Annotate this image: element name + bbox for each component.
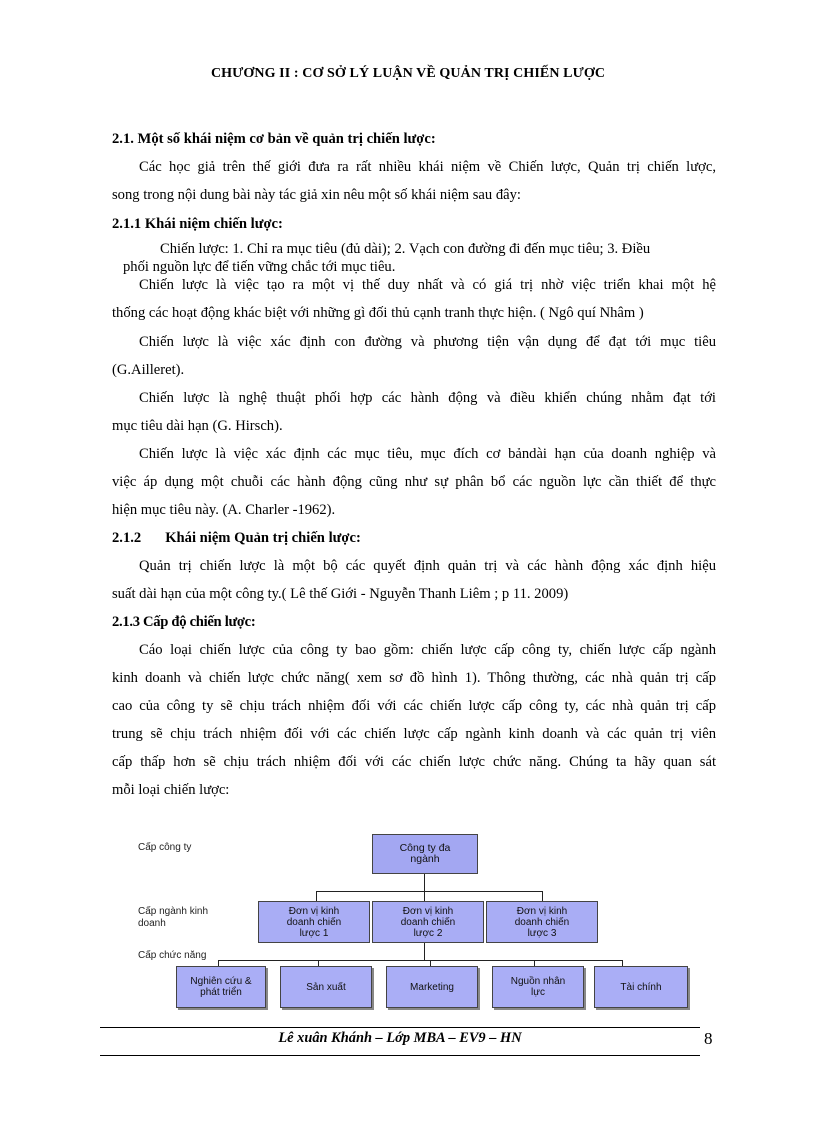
connector-line [424,874,425,892]
section-2-1-2-para-line1: Quản trị chiến lược là một bộ các quyết định quản trị và các hành động xác định hiệu [139,558,716,574]
footer-top-rule [100,1027,700,1028]
level-label-business-line1: Cấp ngành kinh [138,906,209,917]
section-2-1-3-para-line3: cao của công ty sẽ chịu trách nhiệm đối với các chiến lược cấp công ty, các nhà quản trị cấp [112,698,716,714]
diversified-company-box [372,834,478,874]
unit-2-line3: lược 2 [413,927,443,939]
definition-1-line2: thống các hoạt động khác biệt với những gì đối thủ cạnh tranh thực hiện. ( Ngô quí Nhâm ) [112,305,644,321]
section-2-1-3-para-line5: cấp thấp hơn sẽ chịu trách nhiệm đối với các chiến lược chức năng. Chúng ta hãy quan sát [112,754,716,770]
definition-1-line1: Chiến lược là việc tạo ra một vị thế duy nhất và có giá trị nhờ việc triển khai một hệ [139,277,716,293]
function-box-hr [492,966,584,1008]
footer-bottom-rule [100,1055,700,1056]
connector-line [542,891,543,901]
section-2-1-para-line2: song trong nội dung bài này tác giả xin nêu một số khái niệm sau đây: [112,187,521,203]
unit-3-line2: doanh chiến [514,916,570,928]
connector-line [316,891,543,892]
unit-2-line2: doanh chiến [400,916,456,928]
level-label-business [138,906,208,930]
function-4-line2: lực [531,987,545,998]
function-5-line1: Tài chính [620,981,662,993]
chapter-title: CHƯƠNG II : CƠ SỞ LÝ LUẬN VỀ QUẢN TRỊ CHIẾN LƯỢC [210,66,606,81]
section-2-1-3-para-line4: trung sẽ chịu trách nhiệm đối với các chiến lược cấp ngành kinh doanh và các quản trị viên [112,726,716,742]
definition-4-line1: Chiến lược là việc xác định các mục tiêu, mục đích cơ bảndài hạn của doanh nghiệp và [139,446,716,462]
strategy-levels-diagram [128,826,698,1026]
section-2-1-3-heading: 2.1.3 Cấp độ chiến lược: [112,614,256,630]
function-box-finance [594,966,688,1008]
strategy-definition-line2: phối nguồn lực để tiến vững chắc tới mục tiêu. [123,259,396,275]
business-unit-box-1 [258,901,370,943]
section-2-1-para-line1: Các học giả trên thế giới đưa ra rất nhiều khái niệm về Chiến lược, Quản trị chiến lược, [139,159,716,175]
function-box-rnd [176,966,266,1008]
function-box-marketing [386,966,478,1008]
section-2-1-3-para-line1: Cáo loại chiến lược của công ty bao gồm: chiến lược cấp công ty, chiến lược cấp ngành [139,642,716,658]
function-2-line1: Sản xuất [306,981,346,993]
section-2-1-3-para-line6: mỗi loại chiến lược: [112,782,230,798]
unit-1-line3: lược 1 [299,927,329,939]
function-4-line1: Nguồn nhân [510,976,566,987]
function-box-production [280,966,372,1008]
level-label-business-line2: doanh [138,918,166,929]
section-2-1-2-para-line2: suất dài hạn của một công ty.( Lê thế Giới - Nguyễn Thanh Liêm ; p 11. 2009) [112,586,569,602]
connector-line [424,943,425,961]
definition-4-line3: hiện mục tiêu này. (A. Charler -1962). [112,502,336,518]
unit-3-line1: Đơn vị kinh [516,905,568,917]
definition-3-line1: Chiến lược là nghệ thuật phối hợp các hành động và điều khiển chúng nhằm đạt tới [139,390,716,406]
business-unit-box-2 [372,901,484,943]
page-number: 8 [704,1029,713,1048]
unit-3-line3: lược 3 [527,927,557,939]
business-unit-box-3 [486,901,598,943]
level-label-company: Cấp công ty [138,842,192,853]
top-box-line1: Công ty đa [399,842,451,854]
footer-author: Lê xuân Khánh – Lớp MBA – EV9 – HN [278,1030,522,1046]
connector-line [218,960,623,961]
section-2-1-1-heading: 2.1.1 Khái niệm chiến lược: [112,216,283,232]
section-2-1-heading: 2.1. Một số khái niệm cơ bản về quản trị chiến lược: [112,131,436,147]
section-2-1-2-title: Khái niệm Quản trị chiến lược: [165,530,361,546]
function-1-line1: Nghiên cứu & [190,976,252,987]
section-2-1-2-number: 2.1.2 [112,530,142,546]
definition-2-line2: (G.Ailleret). [112,362,185,378]
connector-line [424,891,425,901]
definition-2-line1: Chiến lược là việc xác định con đường và phương tiện vận dụng để đạt tới mục tiêu [139,334,716,350]
top-box-line2: ngành [410,853,440,865]
section-2-1-3-para-line2: kinh doanh và chiến lược chức năng( xem sơ đồ hình 1). Thông thường, các nhà quản trị cấp [112,670,716,686]
connector-line [316,891,317,901]
unit-1-line1: Đơn vị kinh [288,905,340,917]
definition-4-line2: việc áp dụng một chuỗi các hành động cũng như sự phân bổ các nguồn lực cần thiết để thực [112,474,716,490]
section-2-1-2-heading [112,524,716,552]
function-1-line2: phát triển [200,987,242,998]
unit-1-line2: doanh chiến [286,916,342,928]
definition-3-line2: mục tiêu dài hạn (G. Hirsch). [112,418,283,434]
strategy-definition-line1: Chiến lược: 1. Chỉ ra mục tiêu (đủ dài); 2. Vạch con đường đi đến mục tiêu; 3. Điều [160,241,651,257]
unit-2-line1: Đơn vị kinh [402,905,454,917]
level-label-functional: Cấp chức năng [138,950,207,961]
function-3-line1: Marketing [410,981,454,993]
